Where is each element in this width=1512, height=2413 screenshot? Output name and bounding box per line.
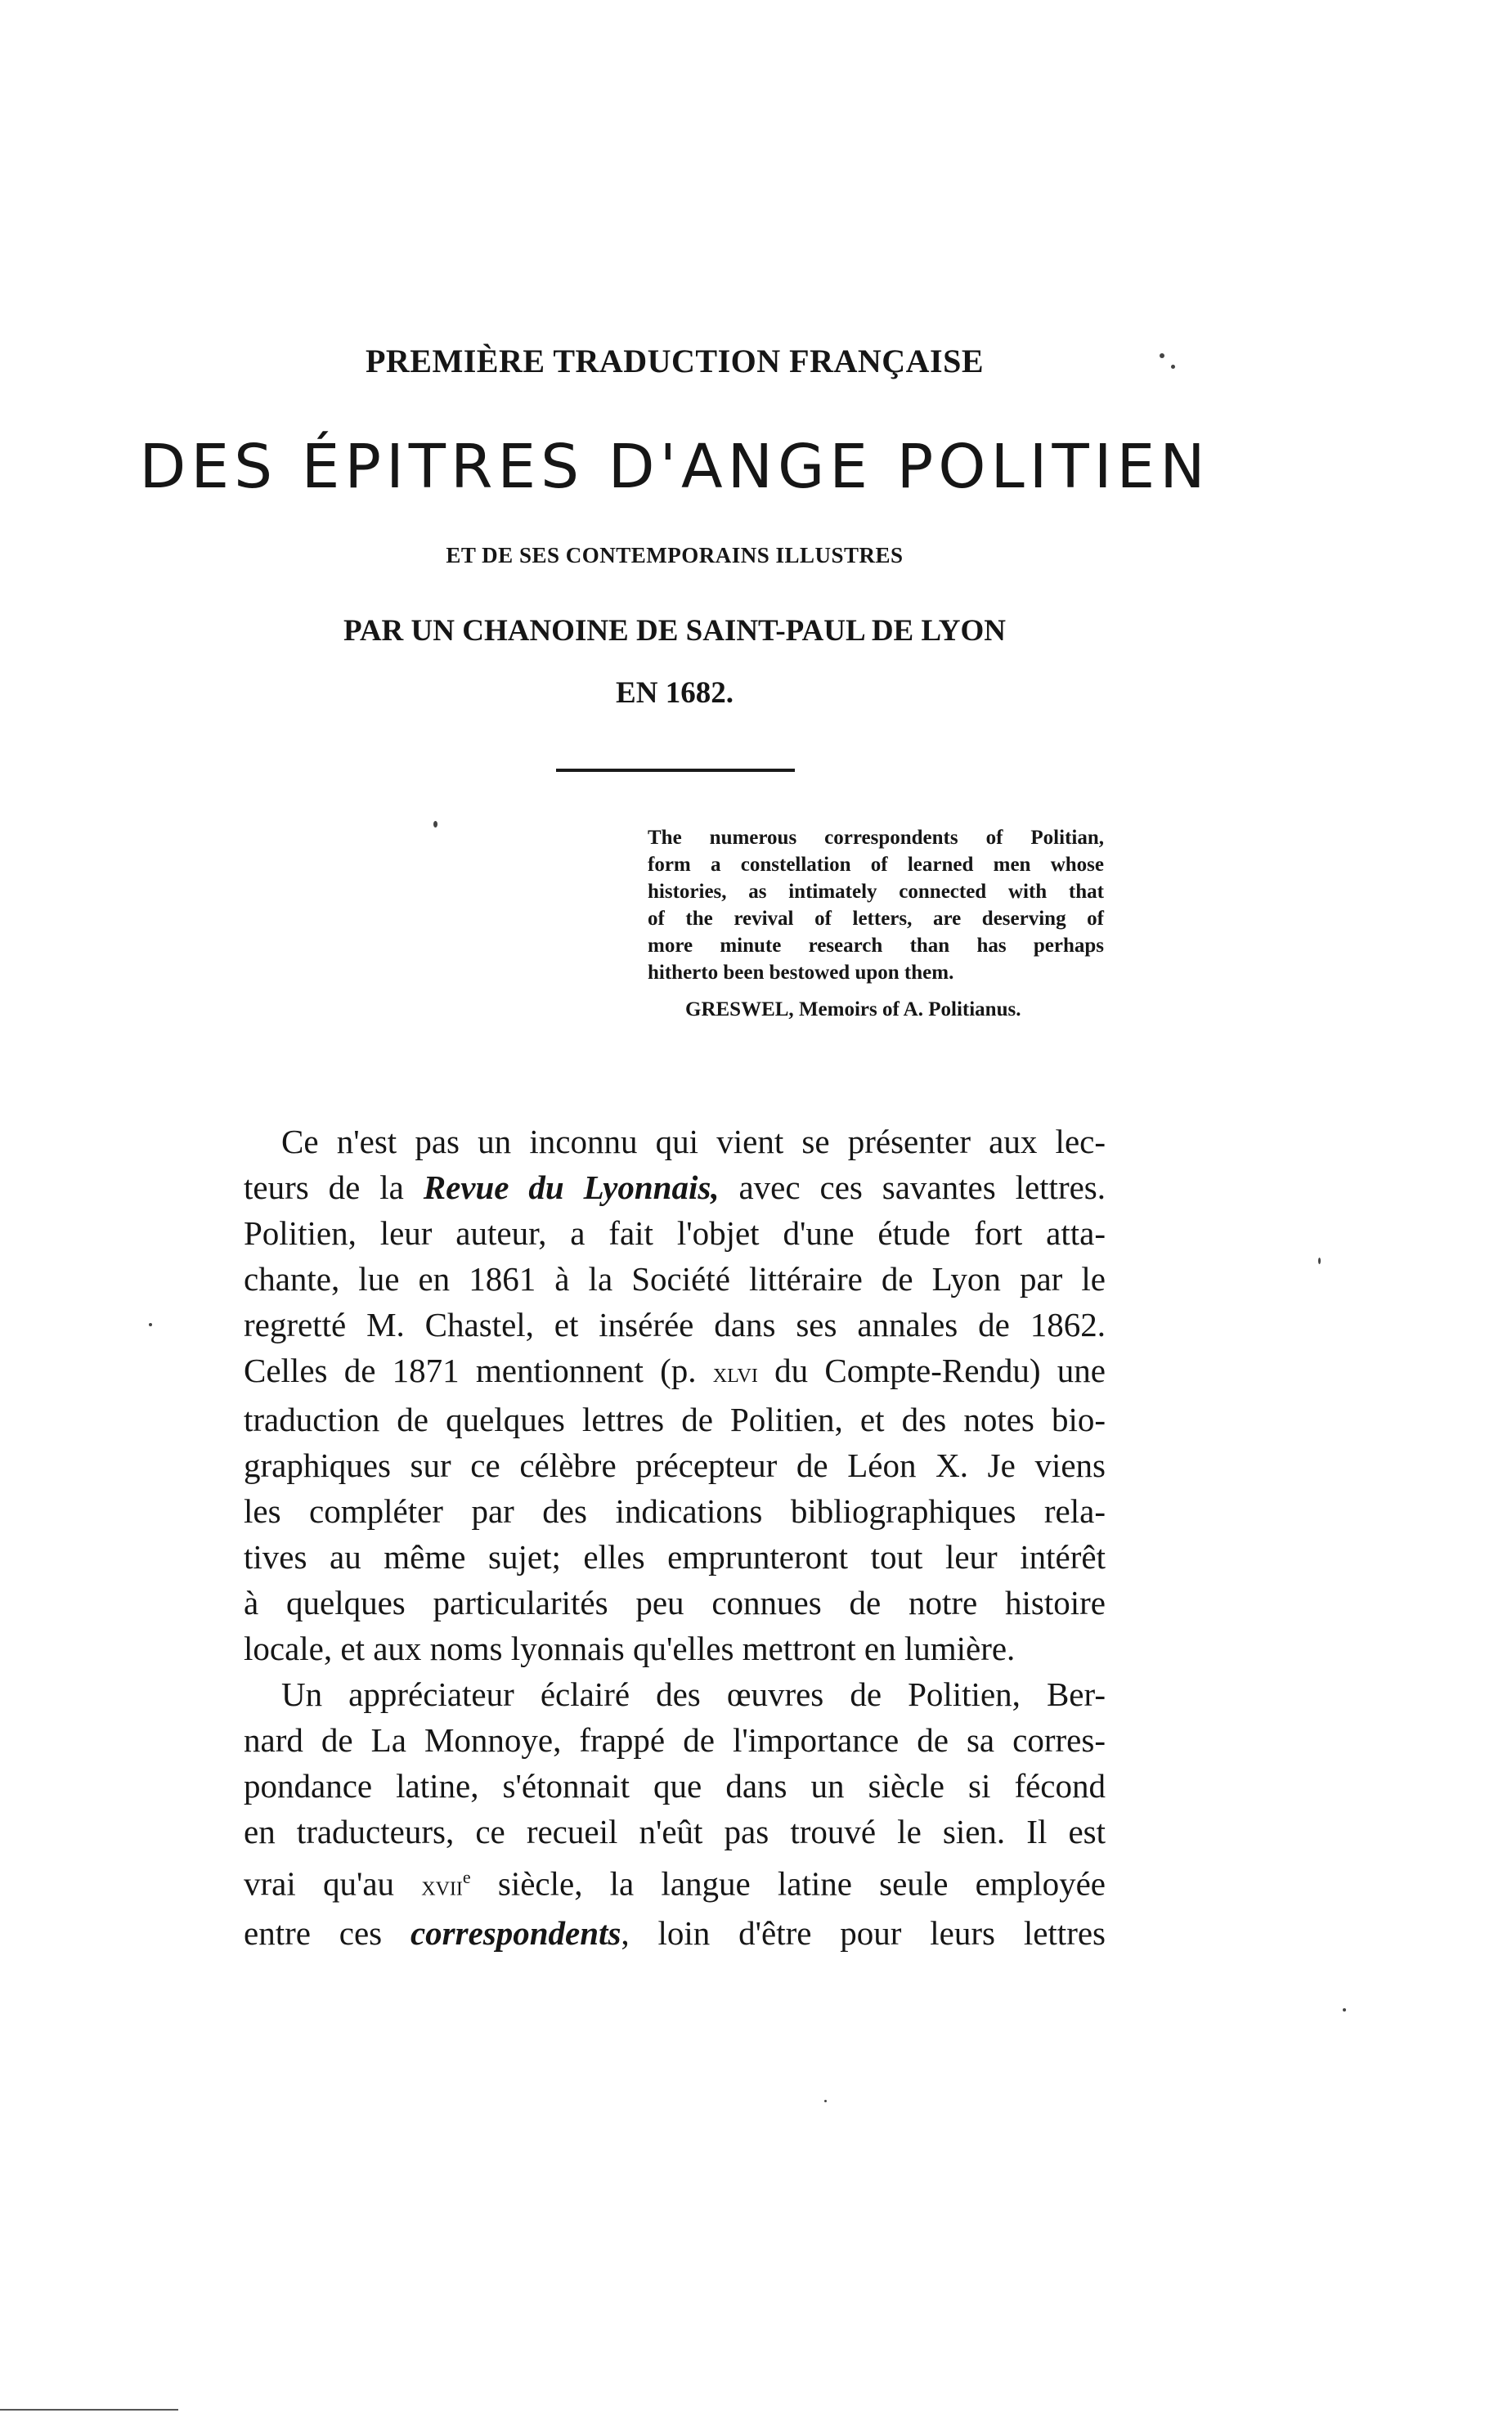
scan-speck: [824, 2100, 827, 2102]
epigraph-line: histories, as intimately connected with that: [648, 881, 1104, 903]
bottom-rule: [0, 2409, 178, 2411]
attribution-author: GRESWEL,: [685, 998, 794, 1020]
text-line: regretté M. Chastel, et insérée dans ses annales de 1862.: [244, 1306, 1106, 1343]
text-line: Ce n'est pas un inconnu qui vient se présenter aux lec-: [281, 1123, 1106, 1160]
epigraph-line: form a constellation of learned men whose: [648, 854, 1104, 876]
text-line: Un appréciateur éclairé des œuvres de Politien, Ber-: [281, 1675, 1106, 1713]
emphasis-word: correspondents: [410, 1913, 621, 1952]
body-text: [244, 1119, 1106, 1956]
text-line: à quelques particularités peu connues de notre histoire: [244, 1584, 1106, 1621]
text-line: locale, et aux noms lyonnais qu'elles mettront en lumière.: [244, 1630, 1016, 1667]
text-line: pondance latine, s'étonnait que dans un siècle si fécond: [244, 1767, 1106, 1805]
text-line: vrai qu'au xvii$^e$ siècle, la langue latine seule employée: [244, 1864, 1106, 1903]
supra-title: PREMIÈRE TRADUCTION FRANÇAISE: [365, 343, 985, 379]
epigraph-line: The numerous correspondents of Politian,: [648, 827, 1104, 849]
subtitle: ET DE SES CONTEMPORAINS ILLUSTRES: [446, 543, 904, 567]
scan-speck: [149, 1323, 152, 1326]
scan-speck: [1171, 365, 1175, 369]
text-line: nard de La Monnoye, frappé de l'importance de sa corres-: [244, 1721, 1106, 1759]
epigraph: [648, 824, 1104, 1023]
publication-year: EN 1682.: [616, 676, 734, 710]
text-line: graphiques sur ce célèbre précepteur de Léon X. Je viens: [244, 1446, 1106, 1484]
scan-speck: [1318, 1258, 1321, 1264]
scan-speck: [1160, 353, 1164, 358]
text-line: Politien, leur auteur, a fait l'objet d'une étude fort atta-: [244, 1214, 1106, 1252]
byline: PAR UN CHANOINE DE SAINT-PAUL DE LYON: [343, 614, 1006, 648]
epigraph-line: more minute research than has perhaps: [648, 935, 1104, 957]
text-line: les compléter par des indications bibliographiques rela-: [244, 1492, 1106, 1530]
title-rule: [556, 769, 795, 772]
epigraph-line: hitherto been bestowed upon them.: [648, 962, 954, 984]
scan-speck: [1343, 2008, 1346, 2012]
text-line: Celles de 1871 mentionnent (p. xlvi du Compte-Rendu) une: [244, 1352, 1106, 1389]
text-line: traduction de quelques lettres de Politien, et des notes bio-: [244, 1401, 1106, 1438]
epigraph-line: of the revival of letters, are deserving of: [648, 908, 1104, 930]
roman-numeral: xlvi: [712, 1358, 758, 1388]
epigraph-attribution: [648, 996, 1104, 1023]
text-line: entre ces correspondents, loin d'être pour leurs lettres: [244, 1913, 1106, 1952]
century-numeral: xvii: [421, 1871, 463, 1902]
text-line: chante, lue en 1861 à la Société littéraire de Lyon par le: [244, 1260, 1106, 1298]
text-line: teurs de la Revue du Lyonnais, avec ces savantes lettres.: [244, 1168, 1106, 1206]
main-title: DES ÉPITRES D'ANGE POLITIEN: [139, 432, 1210, 502]
scan-speck: [433, 821, 437, 828]
text-line: en traducteurs, ce recueil n'eût pas trouvé le sien. Il est: [244, 1813, 1106, 1850]
journal-title: Revue du Lyonnais,: [423, 1168, 720, 1206]
text-line: tives au même sujet; elles emprunteront tout leur intérêt: [244, 1538, 1106, 1576]
attribution-work: Memoirs of A. Politianus.: [798, 998, 1021, 1020]
